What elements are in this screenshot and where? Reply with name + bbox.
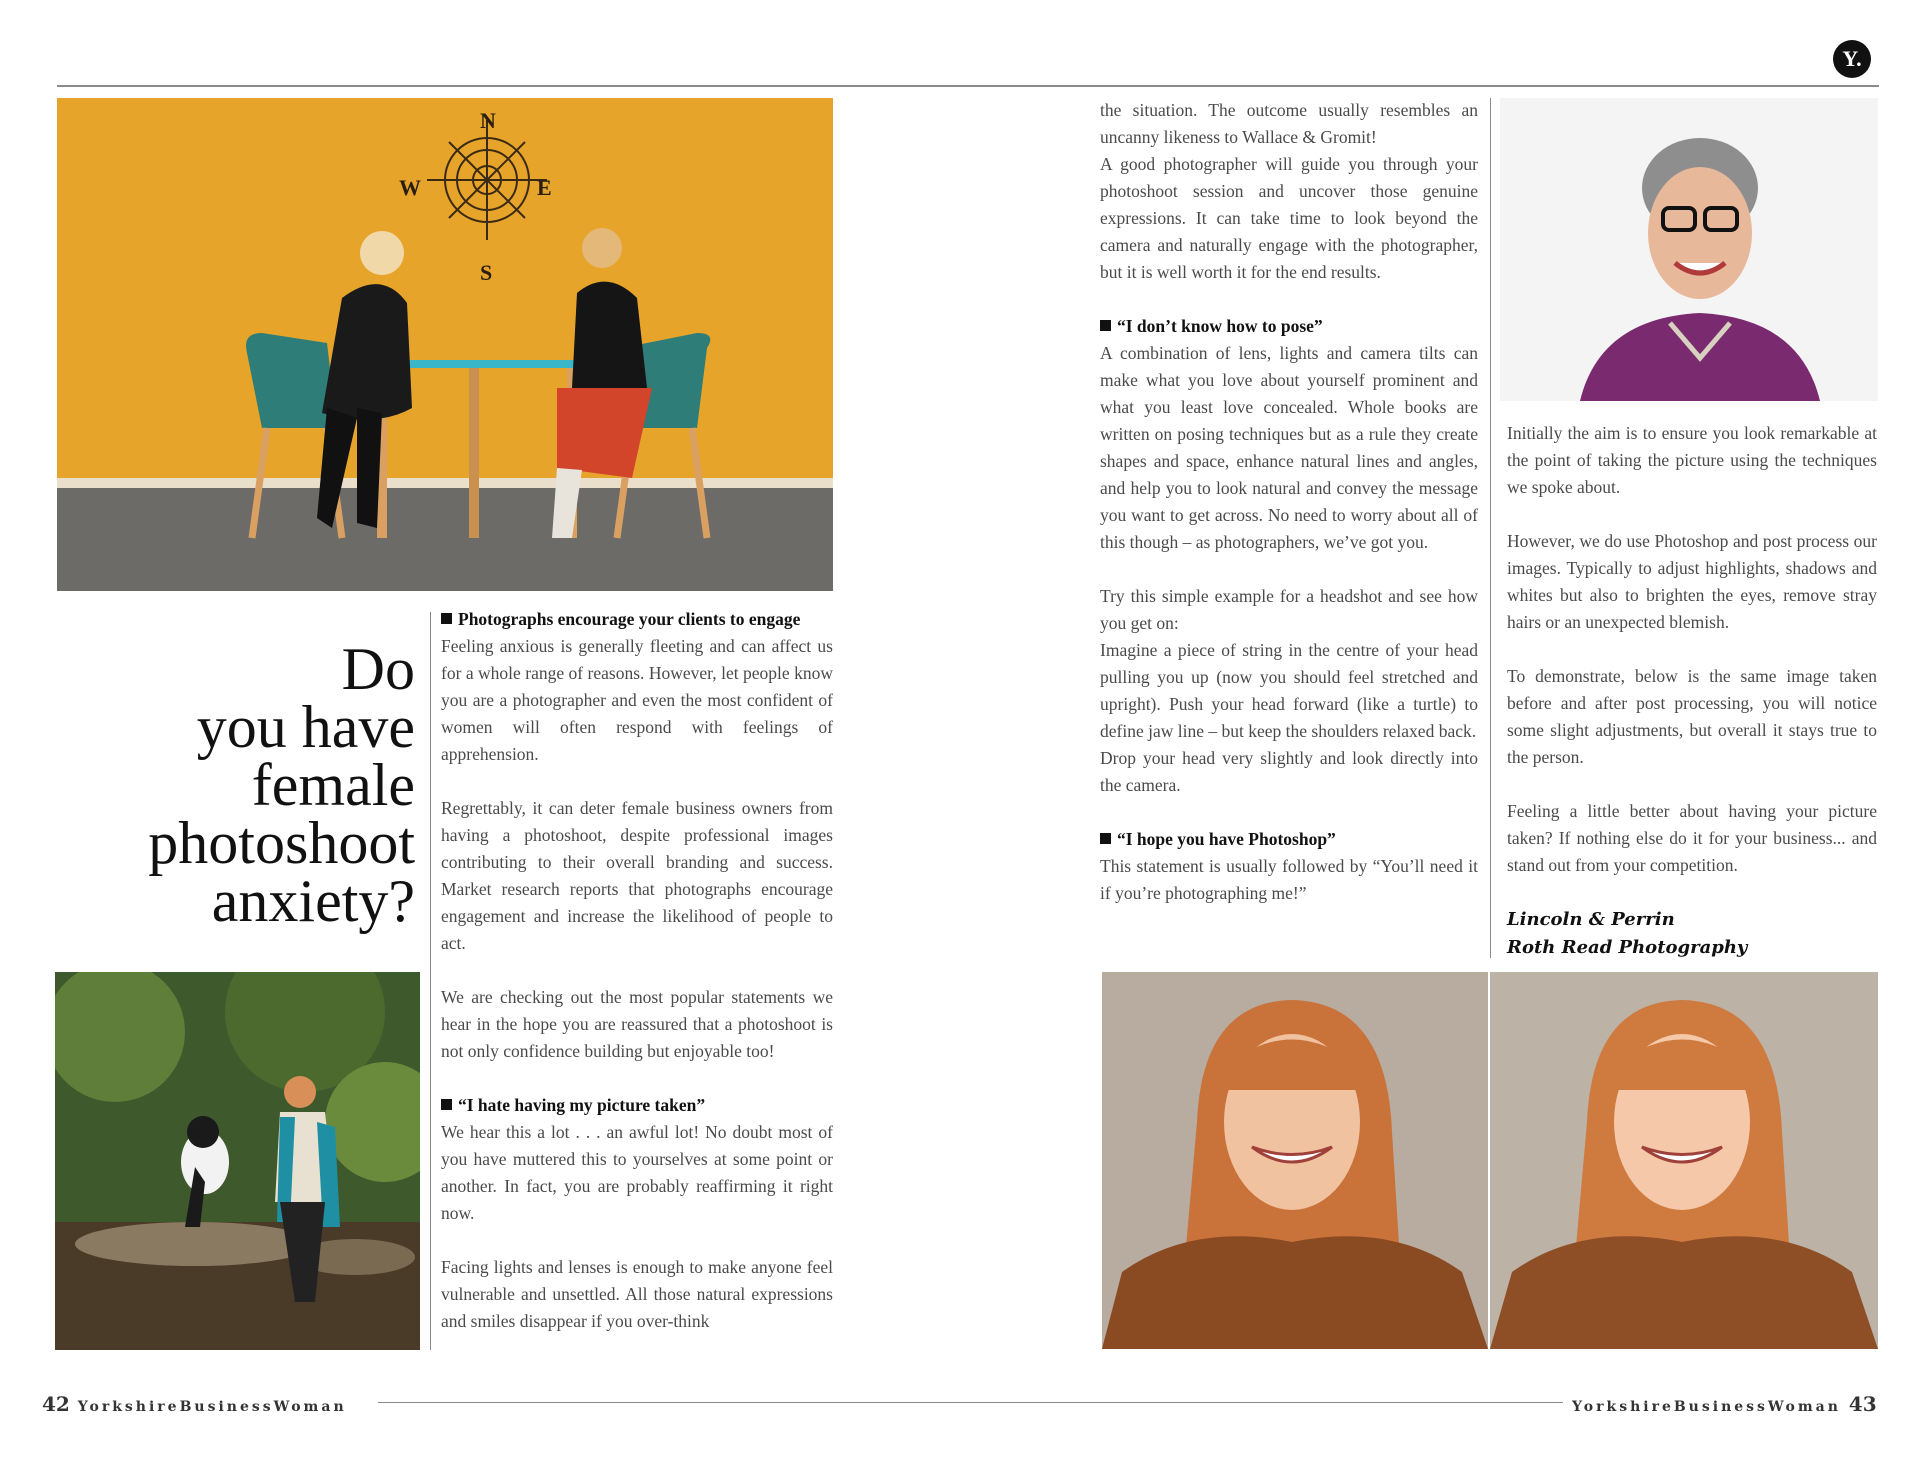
footer-rule	[378, 1402, 1563, 1403]
paragraph: the situation. The outcome usually resembles an uncanny likeness to Wallace & Gromit!	[1100, 100, 1478, 147]
bullet-square-icon	[1100, 320, 1111, 331]
byline-authors: Lincoln & Perrin	[1507, 909, 1675, 930]
title-line-1: Do	[341, 636, 415, 702]
photo-portrait-glasses-image	[1500, 98, 1878, 401]
photo-after	[1490, 972, 1878, 1349]
header-rule	[57, 85, 1879, 87]
title-line-2: you have	[196, 694, 415, 760]
photo-after-image	[1490, 972, 1878, 1349]
photo-women-at-table-image	[57, 98, 833, 591]
paragraph: We hear this a lot . . . an awful lot! No doubt most of you have muttered this to yourselves at some point or another. In fact, you are probably reaffirming it right now.	[441, 1122, 833, 1223]
right-column-rule	[1490, 98, 1491, 958]
paragraph: Imagine a piece of string in the centre of your head pulling you up (now you should feel stretched and upright). Push your head forward (like a turtle) to define jaw line – but keep the shoulders relaxed back.	[1100, 640, 1478, 741]
bullet-square-icon	[441, 1099, 452, 1110]
compass-w: W	[399, 175, 421, 200]
magazine-logo: Y.	[1833, 40, 1871, 78]
section-heading-engage: Photographs encourage your clients to engage	[441, 606, 833, 633]
paragraph: This statement is usually followed by “You’ll need it if you’re photographing me!”	[1100, 856, 1478, 903]
footer-right	[1572, 1392, 1877, 1416]
paragraph: However, we do use Photoshop and post process our images. Typically to adjust highlights, shadows and whites but also to brighten the eyes, remove stray hairs or an unexpected blemish.	[1507, 531, 1877, 632]
page-number-right: 43	[1848, 1392, 1877, 1416]
paragraph: Initially the aim is to ensure you look remarkable at the point of taking the picture using the techniques we spoke about.	[1507, 423, 1877, 497]
paragraph: Try this simple example for a headshot and see how you get on:	[1100, 586, 1478, 633]
section-heading-photoshop: “I hope you have Photoshop”	[1100, 826, 1478, 853]
footer-magazine-name-left: YorkshireBusinessWoman	[77, 1399, 347, 1415]
photo-woman-with-dog	[55, 972, 420, 1350]
photo-before-image	[1102, 972, 1488, 1349]
photo-woman-with-dog-image	[55, 972, 420, 1350]
photo-portrait-glasses	[1500, 98, 1878, 401]
paragraph: To demonstrate, below is the same image taken before and after post processing, you will notice some slight adjustments, but overall it stays true to the person.	[1507, 666, 1877, 767]
section-heading-pose: “I don’t know how to pose”	[1100, 313, 1478, 340]
compass-s: S	[480, 260, 493, 285]
paragraph: Regrettably, it can deter female business owners from having a photoshoot, despite professional images contributing to their overall branding and success. Market research reports that photographs encourage engagement and increase the likelihood of people to act.	[441, 798, 833, 953]
photo-women-at-table	[57, 98, 833, 591]
compass-e: E	[537, 175, 552, 200]
title-line-5: anxiety?	[211, 868, 415, 934]
footer-magazine-name-right: YorkshireBusinessWoman	[1572, 1399, 1841, 1415]
byline-company: Roth Read Photography	[1507, 937, 1748, 958]
page-number-left: 42	[42, 1392, 70, 1416]
paragraph: We are checking out the most popular statements we hear in the hope you are reassured that a photoshoot is not only confidence building but enjoyable too!	[441, 987, 833, 1061]
bullet-square-icon	[441, 613, 452, 624]
paragraph: Feeling a little better about having your picture taken? If nothing else do it for your business... and stand out from your competition.	[1507, 801, 1877, 875]
paragraph: Drop your head very slightly and look directly into the camera.	[1100, 748, 1478, 795]
title-line-3: female	[251, 752, 415, 818]
photo-before	[1102, 972, 1488, 1349]
left-column-rule	[430, 612, 431, 1350]
compass-n: N	[480, 108, 496, 133]
right-text-column	[1507, 420, 1877, 962]
paragraph: A combination of lens, lights and camera tilts can make what you love about yourself prominent and what you least love concealed. Whole books are written on posing techniques but as a rule they create shapes and space, enhance natural lines and angles, and help you to look natural and convey the message you want to get across. No need to worry about all of this though – as photographers, we’ve got you.	[1100, 343, 1478, 552]
section-heading-hate-picture: “I hate having my picture taken”	[441, 1092, 833, 1119]
left-text-column	[441, 606, 833, 1335]
footer-left	[42, 1392, 347, 1416]
article-title	[110, 636, 415, 934]
paragraph: A good photographer will guide you through your photoshoot session and uncover those genuine expressions. It can take time to look beyond the camera and naturally engage with the photographer, but it is well worth it for the end results.	[1100, 154, 1478, 282]
bullet-square-icon	[1100, 833, 1111, 844]
title-line-4: photoshoot	[148, 810, 415, 876]
paragraph: Feeling anxious is generally fleeting and can affect us for a whole range of reasons. However, let people know you are a photographer and even the most confident of women will often respond with feelings of apprehension.	[441, 636, 833, 764]
middle-text-column	[1100, 97, 1478, 907]
paragraph: Facing lights and lenses is enough to make anyone feel vulnerable and unsettled. All those natural expressions and smiles disappear if you over-think	[441, 1257, 833, 1331]
